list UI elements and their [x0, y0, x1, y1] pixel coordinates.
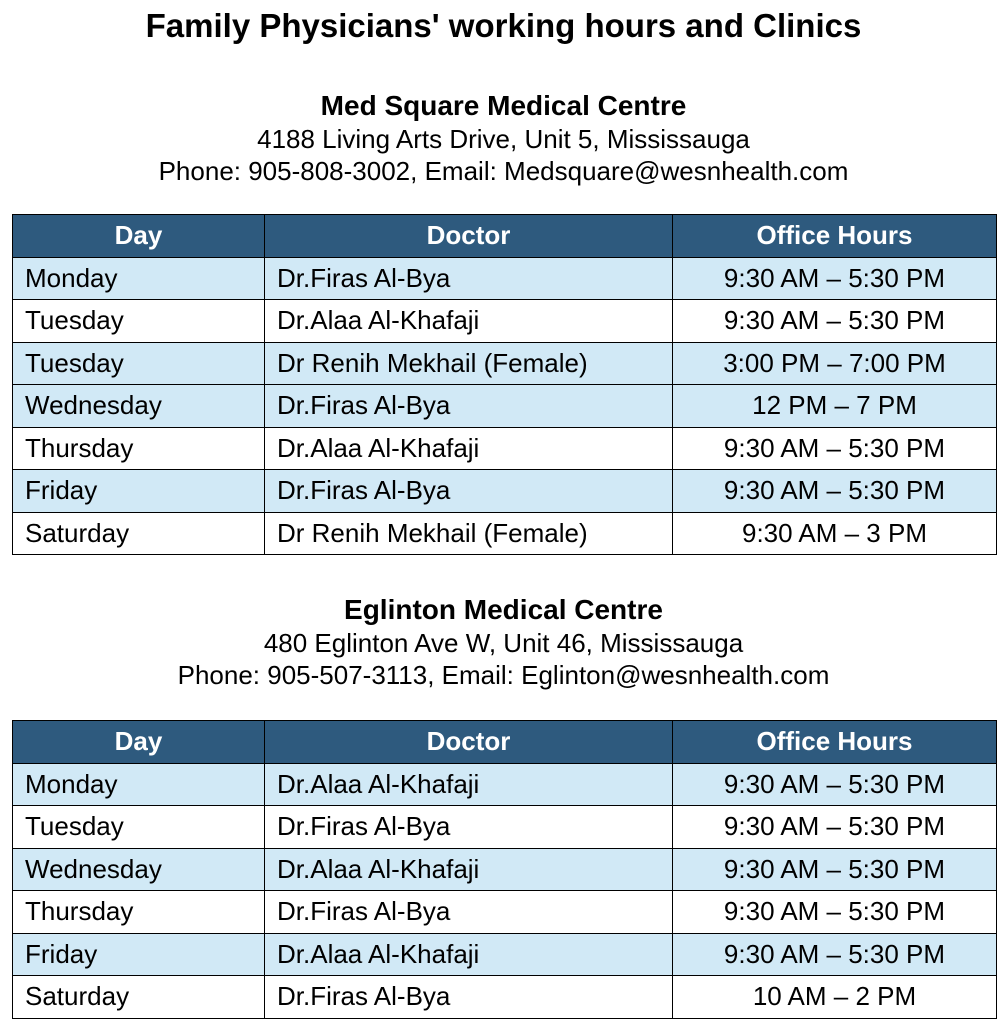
table-row	[13, 470, 997, 513]
table-row	[13, 848, 997, 891]
table-header-row	[13, 721, 997, 764]
table-row	[13, 763, 997, 806]
clinic-header-eglinton	[0, 592, 1007, 691]
doctor-cell: Dr Renih Mekhail (Female)	[265, 512, 673, 555]
hours-cell: 9:30 AM – 5:30 PM	[673, 300, 997, 343]
doctor-cell: Dr.Firas Al-Bya	[265, 385, 673, 428]
hours-cell: 9:30 AM – 5:30 PM	[673, 933, 997, 976]
column-header-day: Day	[13, 721, 265, 764]
day-cell: Tuesday	[13, 300, 265, 343]
doctor-cell: Dr.Firas Al-Bya	[265, 891, 673, 934]
doctor-cell: Dr.Alaa Al-Khafaji	[265, 763, 673, 806]
table-row	[13, 342, 997, 385]
day-cell: Tuesday	[13, 806, 265, 849]
schedule-table-med-square	[12, 214, 997, 555]
day-cell: Wednesday	[13, 385, 265, 428]
day-cell: Monday	[13, 763, 265, 806]
table-row	[13, 512, 997, 555]
doctor-cell: Dr.Firas Al-Bya	[265, 470, 673, 513]
clinic-name: Eglinton Medical Centre	[344, 594, 663, 625]
hours-cell: 9:30 AM – 3 PM	[673, 512, 997, 555]
doctor-cell: Dr.Firas Al-Bya	[265, 806, 673, 849]
clinic-address: 4188 Living Arts Drive, Unit 5, Mississauga	[257, 124, 750, 154]
day-cell: Saturday	[13, 512, 265, 555]
hours-cell: 9:30 AM – 5:30 PM	[673, 257, 997, 300]
day-cell: Friday	[13, 470, 265, 513]
page-title: Family Physicians' working hours and Clinics	[145, 7, 862, 44]
hours-cell: 9:30 AM – 5:30 PM	[673, 806, 997, 849]
table-row	[13, 891, 997, 934]
column-header-doctor: Doctor	[265, 215, 673, 258]
day-cell: Tuesday	[13, 342, 265, 385]
hours-cell: 3:00 PM – 7:00 PM	[673, 342, 997, 385]
day-cell: Friday	[13, 933, 265, 976]
column-header-day: Day	[13, 215, 265, 258]
doctor-cell: Dr.Alaa Al-Khafaji	[265, 427, 673, 470]
column-header-doctor: Doctor	[265, 721, 673, 764]
clinic-contact: Phone: 905-507-3113, Email: Eglinton@wesnhealth.com	[177, 660, 830, 690]
schedule-table-eglinton	[12, 720, 997, 1019]
table-row	[13, 300, 997, 343]
table-row	[13, 427, 997, 470]
doctor-cell: Dr.Firas Al-Bya	[265, 257, 673, 300]
table-row	[13, 257, 997, 300]
doctor-cell: Dr Renih Mekhail (Female)	[265, 342, 673, 385]
hours-cell: 9:30 AM – 5:30 PM	[673, 470, 997, 513]
day-cell: Thursday	[13, 891, 265, 934]
hours-cell: 10 AM – 2 PM	[673, 976, 997, 1019]
day-cell: Thursday	[13, 427, 265, 470]
doctor-cell: Dr.Firas Al-Bya	[265, 976, 673, 1019]
doctor-cell: Dr.Alaa Al-Khafaji	[265, 848, 673, 891]
clinic-address: 480 Eglinton Ave W, Unit 46, Mississauga	[263, 628, 744, 658]
hours-cell: 9:30 AM – 5:30 PM	[673, 848, 997, 891]
hours-cell: 9:30 AM – 5:30 PM	[673, 763, 997, 806]
table-row	[13, 385, 997, 428]
hours-cell: 9:30 AM – 5:30 PM	[673, 891, 997, 934]
table-row	[13, 806, 997, 849]
clinic-contact: Phone: 905-808-3002, Email: Medsquare@wesnhealth.com	[158, 156, 849, 186]
table-row	[13, 933, 997, 976]
hours-cell: 12 PM – 7 PM	[673, 385, 997, 428]
clinic-name: Med Square Medical Centre	[320, 90, 687, 121]
day-cell: Saturday	[13, 976, 265, 1019]
clinic-header-med-square	[0, 88, 1007, 187]
hours-cell: 9:30 AM – 5:30 PM	[673, 427, 997, 470]
doctor-cell: Dr.Alaa Al-Khafaji	[265, 933, 673, 976]
day-cell: Monday	[13, 257, 265, 300]
table-header-row	[13, 215, 997, 258]
day-cell: Wednesday	[13, 848, 265, 891]
column-header-office-hours: Office Hours	[673, 215, 997, 258]
table-row	[13, 976, 997, 1019]
column-header-office-hours: Office Hours	[673, 721, 997, 764]
doctor-cell: Dr.Alaa Al-Khafaji	[265, 300, 673, 343]
